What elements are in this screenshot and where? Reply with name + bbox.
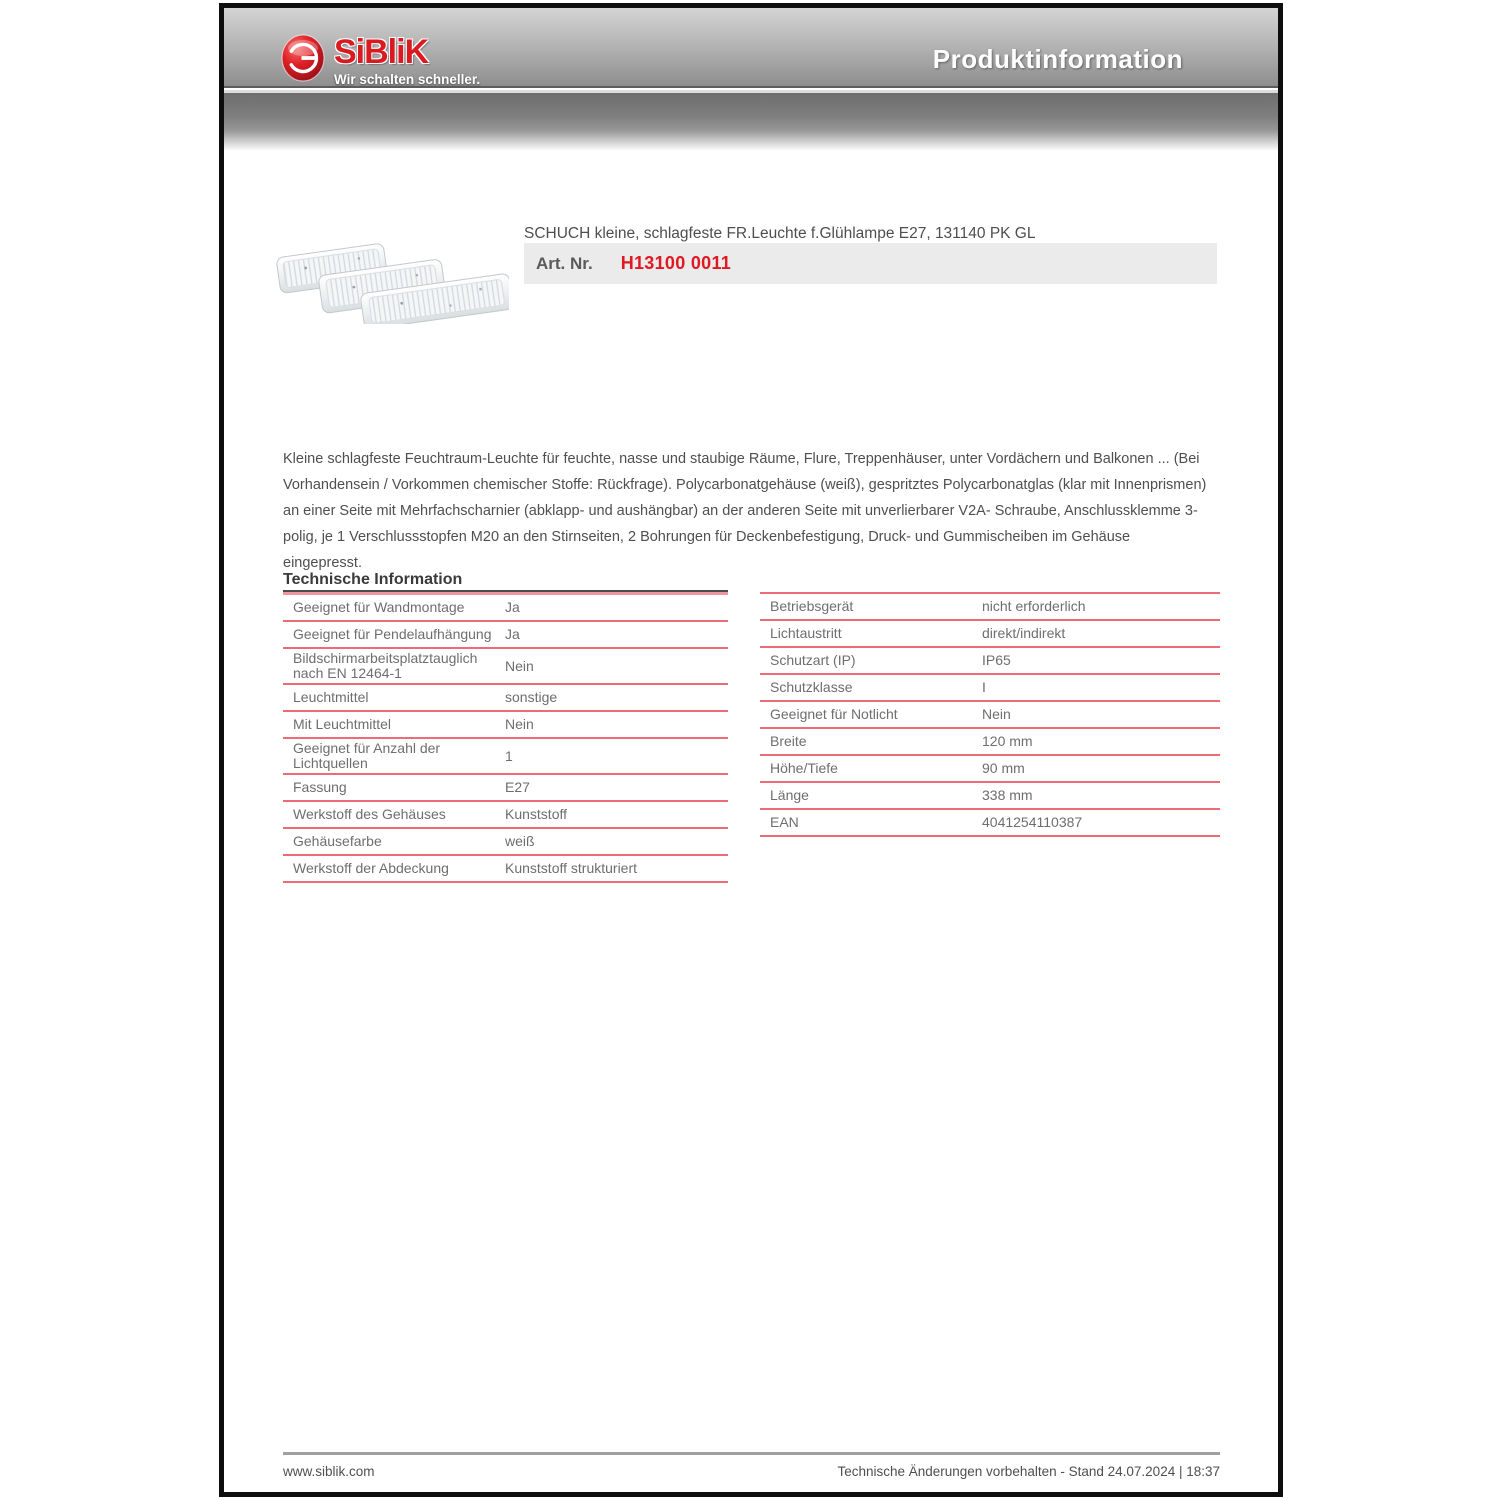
product-description: Kleine schlagfeste Feuchtraum-Leuchte für feuchte, nasse und staubige Räume, Flure, Treppenhäuser, unter Vordächern und Balkonen ... (Bei Vorhandensein / Vorkommen chemischer Stoffe: Rückfrage). Polycarbonatgehäuse (weiß), gespritztes Polycarbonatglas (klar mit Innenprismen) an einer Seite mit Mehrfachscharnier (abklapp- und aushängbar) an der anderen Seite mit unverlierbarer V2A- Schraube, Anschlussklemme 3-polig, je 1 Verschlussstopfen M20 an den Stirnseiten, 2 Bohrungen für Deckenbefestigung, Druck- und Gummischeiben im Gehäuse eingepresst.: [283, 451, 1207, 571]
table-row: [283, 829, 728, 856]
table-row: [283, 856, 728, 883]
table-row: [760, 648, 1220, 675]
table-row: [283, 649, 728, 685]
spec-value: Nein: [505, 716, 534, 732]
logo-text-block: [334, 34, 480, 87]
siblik-logo-icon: [281, 34, 325, 82]
table-row: [283, 595, 728, 622]
spec-label: EAN: [770, 814, 799, 830]
document-type-title: Produktinformation: [932, 44, 1183, 74]
table-row: [760, 621, 1220, 648]
technical-information-heading: Technische Information: [283, 570, 728, 592]
table-row: [760, 783, 1220, 810]
spec-label: Breite: [770, 733, 807, 749]
spec-label: Werkstoff der Abdeckung: [293, 860, 449, 876]
spec-label: Fassung: [293, 779, 347, 795]
spec-value: Kunststoff: [505, 806, 568, 822]
spec-column-right: [760, 570, 1220, 883]
table-row: [760, 675, 1220, 702]
page-footer: [283, 1452, 1220, 1479]
header-gradient-band: [224, 8, 1278, 88]
spec-column-left: [283, 570, 728, 883]
spec-value: Ja: [505, 626, 520, 642]
spec-label: Bildschirmarbeitsplatztauglich nach EN 12464-1: [293, 650, 478, 681]
spec-value: I: [982, 679, 986, 695]
table-row: [283, 712, 728, 739]
product-title: SCHUCH kleine, schlagfeste FR.Leuchte f.Glühlampe E27, 131140 PK GL: [524, 225, 1036, 242]
spec-label: Schutzart (IP): [770, 652, 856, 668]
spec-value: sonstige: [505, 689, 558, 705]
spec-label: Mit Leuchtmittel: [293, 716, 392, 732]
brand-name: SiBliK: [334, 33, 429, 71]
article-number-value: H13100 0011: [620, 253, 732, 273]
spec-label: Leuchtmittel: [293, 689, 369, 705]
document-page: [219, 3, 1283, 1497]
table-row: [283, 739, 728, 775]
spec-label: Geeignet für Pendelaufhängung: [293, 626, 492, 642]
spec-value: nicht erforderlich: [982, 598, 1086, 614]
spec-label: Länge: [770, 787, 809, 803]
table-row: [283, 802, 728, 829]
spec-value: IP65: [982, 652, 1011, 668]
product-image: [274, 216, 509, 324]
table-row: [760, 729, 1220, 756]
spec-label: Gehäusefarbe: [293, 833, 382, 849]
spec-label: Geeignet für Notlicht: [770, 706, 898, 722]
spec-value: Kunststoff strukturiert: [505, 860, 638, 876]
article-number-bar: [524, 243, 1217, 284]
brand-tagline: Wir schalten schneller.: [334, 72, 481, 87]
table-row: [283, 775, 728, 802]
spec-value: direkt/indirekt: [982, 625, 1066, 641]
spec-value: Ja: [505, 599, 520, 615]
table-row: [760, 756, 1220, 783]
header-lower-band: [224, 93, 1278, 151]
spec-table-right: [760, 592, 1220, 837]
article-number-label: Art. Nr.: [536, 253, 593, 273]
siblik-logo: [281, 34, 480, 87]
spec-label: Werkstoff des Gehäuses: [293, 806, 446, 822]
spec-value: Nein: [505, 657, 534, 674]
spec-label: Betriebsgerät: [770, 598, 854, 614]
table-row: [760, 594, 1220, 621]
spec-label: Höhe/Tiefe: [770, 760, 838, 776]
technical-information-section: [283, 570, 1220, 883]
spec-value: 1: [505, 747, 513, 764]
spec-value: E27: [505, 779, 530, 795]
table-row: [283, 685, 728, 712]
spec-label: Geeignet für Wandmontage: [293, 599, 465, 615]
spec-value: 338 mm: [982, 787, 1033, 803]
spec-label: Schutzklasse: [770, 679, 853, 695]
table-row: [283, 622, 728, 649]
spec-label: Geeignet für Anzahl der Lichtquellen: [293, 740, 441, 771]
table-row: [760, 702, 1220, 729]
spec-table-left: [283, 592, 728, 883]
spec-label: Lichtaustritt: [770, 625, 842, 641]
spec-value: weiß: [505, 833, 535, 849]
footer-website: www.siblik.com: [283, 1464, 375, 1479]
spec-value: 4041254110387: [982, 814, 1083, 830]
spec-value: Nein: [982, 706, 1011, 722]
spec-value: 90 mm: [982, 760, 1025, 776]
table-row: [760, 810, 1220, 837]
spec-value: 120 mm: [982, 733, 1033, 749]
footer-notice: Technische Änderungen vorbehalten - Stand 24.07.2024 | 18:37: [837, 1464, 1220, 1479]
